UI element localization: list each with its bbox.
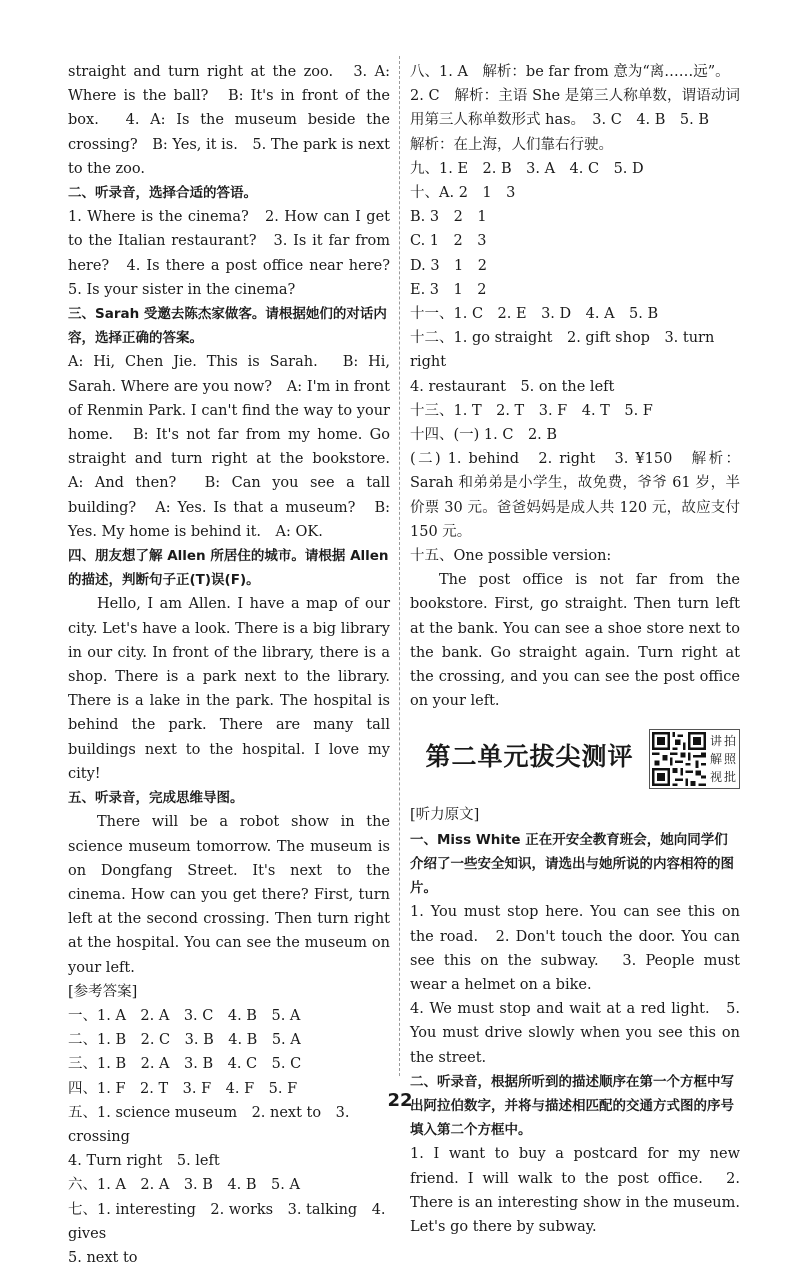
answer-row-14a: 十四、(一) 1. C 2. B — [410, 427, 558, 444]
section-4-heading: 四、朋友想了解 Allen 所居住的城市。请根据 Allen 的描述，判断句子正(T)误(F)。 — [68, 548, 389, 589]
unit2-section-2-heading: 二、听录音，根据所听到的描述顺序在第一个方框中写出阿拉伯数字，并将与描述相匹配的交通方式图的序号填入第二个方框中。 — [410, 1073, 734, 1139]
qr-code-box[interactable] — [649, 729, 740, 789]
answer-row-7b: 5. next to — [68, 1249, 138, 1266]
answer-row-7a: 七、1. interesting 2. works 3. talking 4. gives — [68, 1201, 386, 1242]
section-3-dialogue: A: Hi, Chen Jie. This is Sarah. B: Hi, Sarah. Where are you now? A: I'm in front of Renmin Park. I can't find the way to your home. B: It's not far from my home. Go straight and turn right at the bookstore. A: And then? B: Can you see a tall building? A: Yes. Is that a museum? B: Yes. My home is behind it. A: OK. — [68, 354, 405, 540]
answer-row-4: 四、1. F 2. T 3. F 4. F 5. F — [68, 1080, 298, 1097]
answer-row-15: 十五、One possible version: — [410, 548, 612, 565]
answer-row-10d: D. 3 1 2 — [410, 257, 488, 274]
answer-row-12b: 4. restaurant 5. on the left — [410, 378, 615, 395]
page-number: 22 — [387, 1090, 413, 1111]
answer-row-8: 八、1. A 解析：be far from 意为“离……远”。 — [410, 64, 730, 80]
sample-essay: The post office is not far from the bookstore. First, go straight. Then turn left at the bank. You can see a shoe store next to the bank. Go straight again. Turn right at the crossing, and you can see the post office on your left. — [410, 572, 740, 710]
answer-row-1: 一、1. A 2. A 3. C 4. B 5. A — [68, 1007, 301, 1024]
answer-row-11: 十一、1. C 2. E 3. D 4. A 5. B — [410, 306, 659, 323]
qr-code-icon — [652, 732, 706, 786]
listening-text-heading: [听力原文] — [410, 807, 480, 824]
unit-title-row — [410, 729, 740, 789]
section-3-heading: 三、Sarah 受邀去陈杰家做客。请根据她们的对话内容，选择正确的答案。 — [68, 306, 387, 347]
answer-row-10a: 十、A. 2 1 3 — [410, 185, 516, 202]
answer-row-6: 六、1. A 2. A 3. B 4. B 5. A — [68, 1177, 300, 1194]
answer-row-12a: 十二、1. go straight 2. gift shop 3. turn right — [410, 330, 715, 371]
answer-row-5a: 五、1. science museum 2. next to 3. crossing — [68, 1104, 350, 1145]
column-divider — [399, 56, 400, 1076]
unit2-section-1-text-a: 1. You must stop here. You can see this on the road. 2. Don't touch the door. You can see this on the subway. 3. People must wear a helmet on a bike. — [410, 904, 740, 993]
answer-row-10b: B. 3 2 1 — [410, 209, 487, 226]
answers-heading: [参考答案] — [68, 983, 138, 1000]
unit2-section-1-text-b: 4. We must stop and wait at a red light. 5. You must drive slowly when you see this on the street. — [410, 1001, 740, 1066]
right-column — [410, 60, 740, 1239]
section-2-heading: 二、听录音，选择合适的答语。 — [68, 185, 257, 202]
listening-text-1-end: straight and turn right at the zoo. 3. A: Where is the ball? B: It's in front of the box. 4. A: Is the museum beside the crossing? B: Yes, it is. 5. The park is next to the zoo. — [68, 64, 390, 177]
answer-row-8-note: 解析：在上海，人们靠右行驶。 — [410, 136, 613, 153]
answer-row-10e: E. 3 1 2 — [410, 281, 487, 298]
section-4-passage: Hello, I am Allen. I have a map of our city. Let's have a look. There is a big library in our city. In front of the library, there is a shop. There is a park next to the library. There is a lake in the park. The hospital is behind the park. There are many tall buildings next to the hospital. I love my city! — [68, 596, 390, 782]
answer-row-8-2: 2. C 解析：主语 She 是第三人称单数，谓语动词用第三人称单数形式 has。 3. C 4. B 5. B — [410, 88, 740, 129]
answer-row-2: 二、1. B 2. C 3. B 4. B 5. A — [68, 1032, 301, 1049]
section-5-passage: There will be a robot show in the science museum tomorrow. The museum is on Dongfang Street. It's next to the cinema. How can you get there? First, turn left at the second crossing. Then turn right at the hospital. You can see the museum on your left. — [68, 814, 390, 976]
answer-row-10c: C. 1 2 3 — [410, 233, 487, 250]
section-5-heading: 五、听录音，完成思维导图。 — [68, 790, 244, 807]
answer-row-9: 九、1. E 2. B 3. A 4. C 5. D — [410, 160, 644, 177]
unit-title: 第二单元拔尖测评 — [425, 742, 634, 772]
section-2-text: 1. Where is the cinema? 2. How can I get to the Italian restaurant? 3. Is it far from here? 4. Is there a post office near here? 5. Is your sister in the cinema? — [68, 209, 405, 298]
answer-row-13: 十三、1. T 2. T 3. F 4. T 5. F — [410, 402, 653, 419]
unit2-section-1-heading: 一、Miss White 正在开安全教育班会，她向同学们介绍了一些安全知识，请选出与她所说的内容相符的图片。 — [410, 831, 734, 897]
answer-row-5b: 4. Turn right 5. left — [68, 1153, 220, 1170]
unit2-section-2-text: 1. I want to buy a postcard for my new friend. I will walk to the post office. 2. There is an interesting show in the museum. Let's go there by subway. — [410, 1146, 740, 1235]
answer-row-3: 三、1. B 2. A 3. B 4. C 5. C — [68, 1056, 302, 1073]
qr-label: 讲 解 视 拍 照 批 — [709, 734, 736, 785]
answer-row-14b: (二) 1. behind 2. right 3. ¥150 解析：Sarah 和弟弟是小学生，故免费，爷爷 61 岁，半价票 30 元。爸爸妈妈是成人共 120 元，故应支付 150 元。 — [410, 451, 740, 540]
